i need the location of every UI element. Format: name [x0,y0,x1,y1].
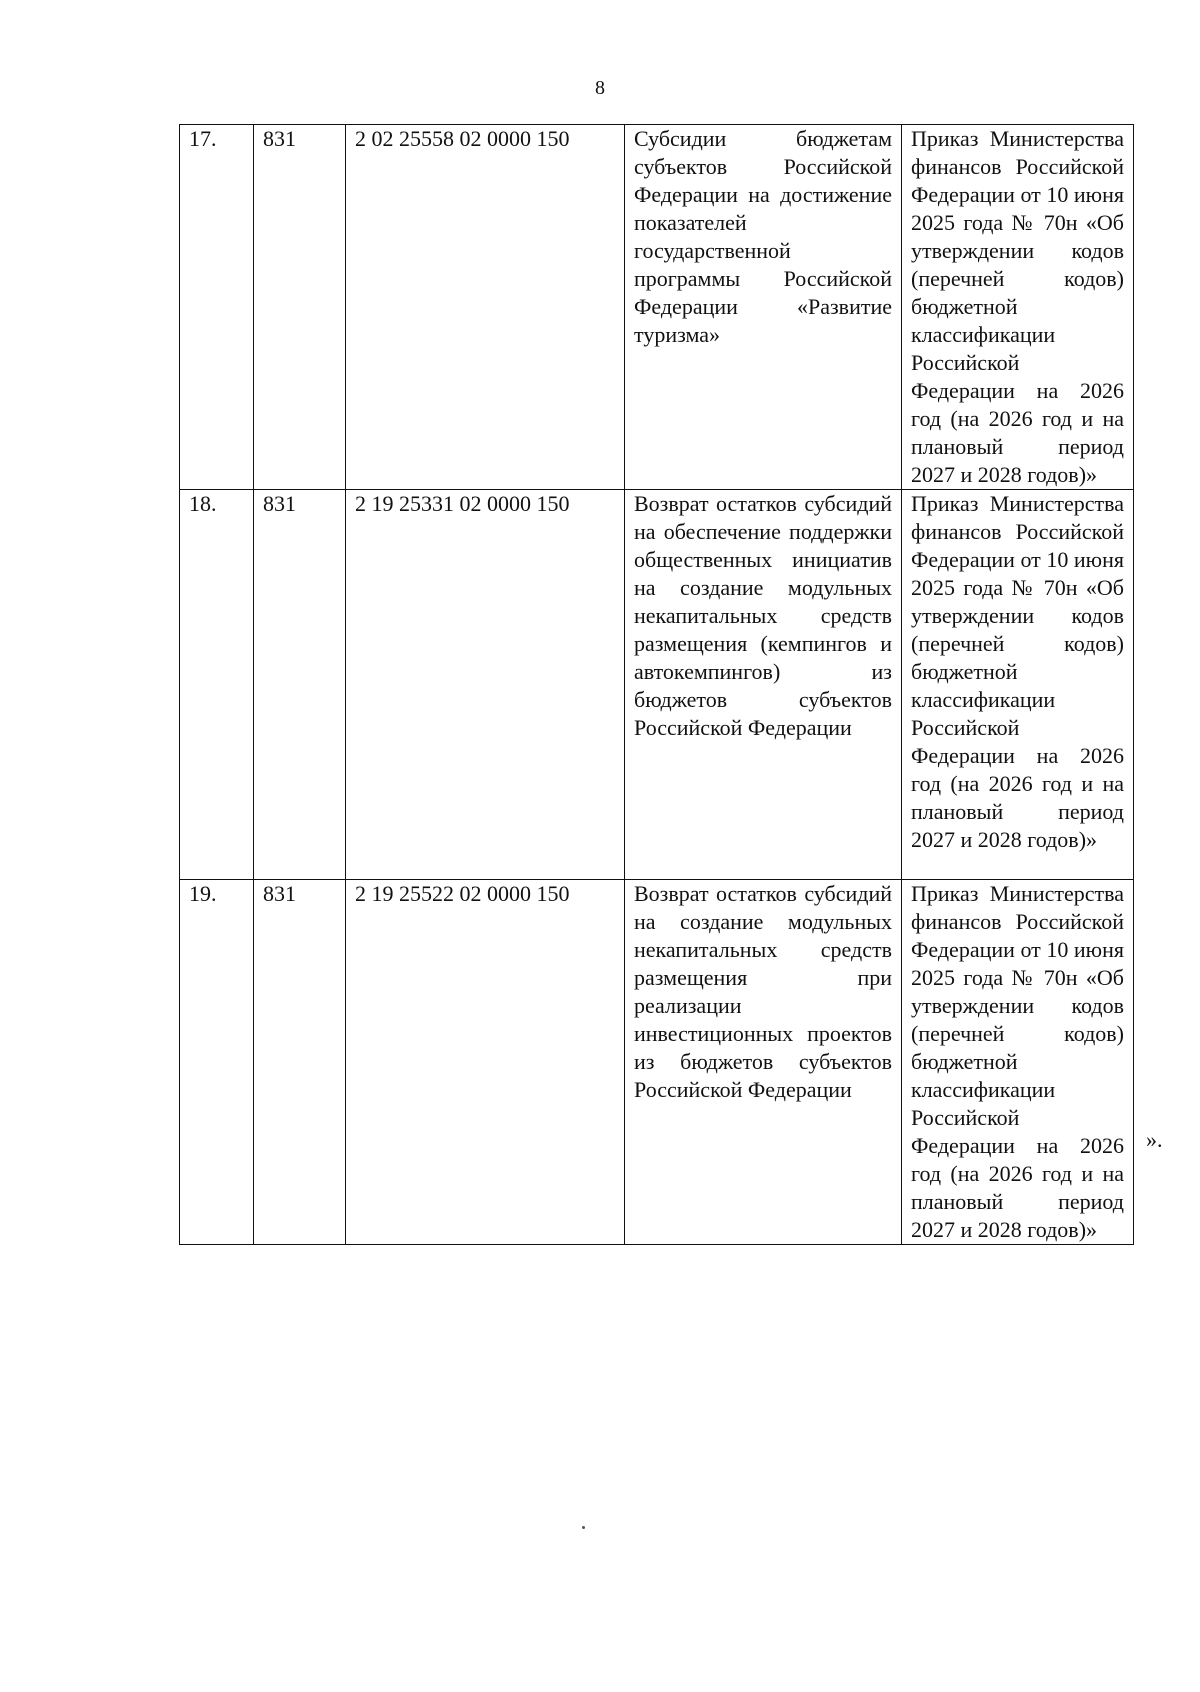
table-row [180,490,1134,880]
row-number-cell: 17. [180,125,254,490]
admin-code-cell: 831 [254,490,346,880]
page-number: 8 [595,77,605,99]
legal-basis-cell: Приказ Министерства финансов Российской Федерации от 10 июня 2025 года № 70н «Об утверждении кодов (перечней кодов) бюджетной классификации Российской Федерации на 2026 год (на 2026 год и на плановый период 2027 и 2028 годов)» [902,490,1134,880]
legal-basis-cell: Приказ Министерства финансов Российской Федерации от 10 июня 2025 года № 70н «Об утверждении кодов (перечней кодов) бюджетной классификации Российской Федерации на 2026 год (на 2026 год и на плановый период 2027 и 2028 годов)» [902,125,1134,490]
row-number-cell: 18. [180,490,254,880]
budget-codes-table [179,124,1134,1245]
admin-code-cell: 831 [254,880,346,1245]
closing-quote-mark: ». [1146,1127,1163,1152]
income-name-cell: Возврат остатков субсидий на создание модульных некапитальных средств размещения при реализации инвестиционных проектов из бюджетов субъектов Российской Федерации [625,880,902,1245]
admin-code-cell: 831 [254,125,346,490]
income-code-cell: 2 19 25331 02 0000 150 [346,490,625,880]
income-code-cell: 2 02 25558 02 0000 150 [346,125,625,490]
income-name-cell: Возврат остатков субсидий на обеспечение поддержки общественных инициатив на создание модульных некапитальных средств размещения (кемпингов и автокемпингов) из бюджетов субъектов Российской Федерации [625,490,902,880]
table-row [180,880,1134,1245]
table-row [180,125,1134,490]
legal-basis-cell: Приказ Министерства финансов Российской Федерации от 10 июня 2025 года № 70н «Об утверждении кодов (перечней кодов) бюджетной классификации Российской Федерации на 2026 год (на 2026 год и на плановый период 2027 и 2028 годов)» [902,880,1134,1245]
income-code-cell: 2 19 25522 02 0000 150 [346,880,625,1245]
income-name-cell: Субсидии бюджетам субъектов Российской Федерации на достижение показателей государственной программы Российской Федерации «Развитие туризма» [625,125,902,490]
row-number-cell: 19. [180,880,254,1245]
scan-dot [582,1526,585,1529]
